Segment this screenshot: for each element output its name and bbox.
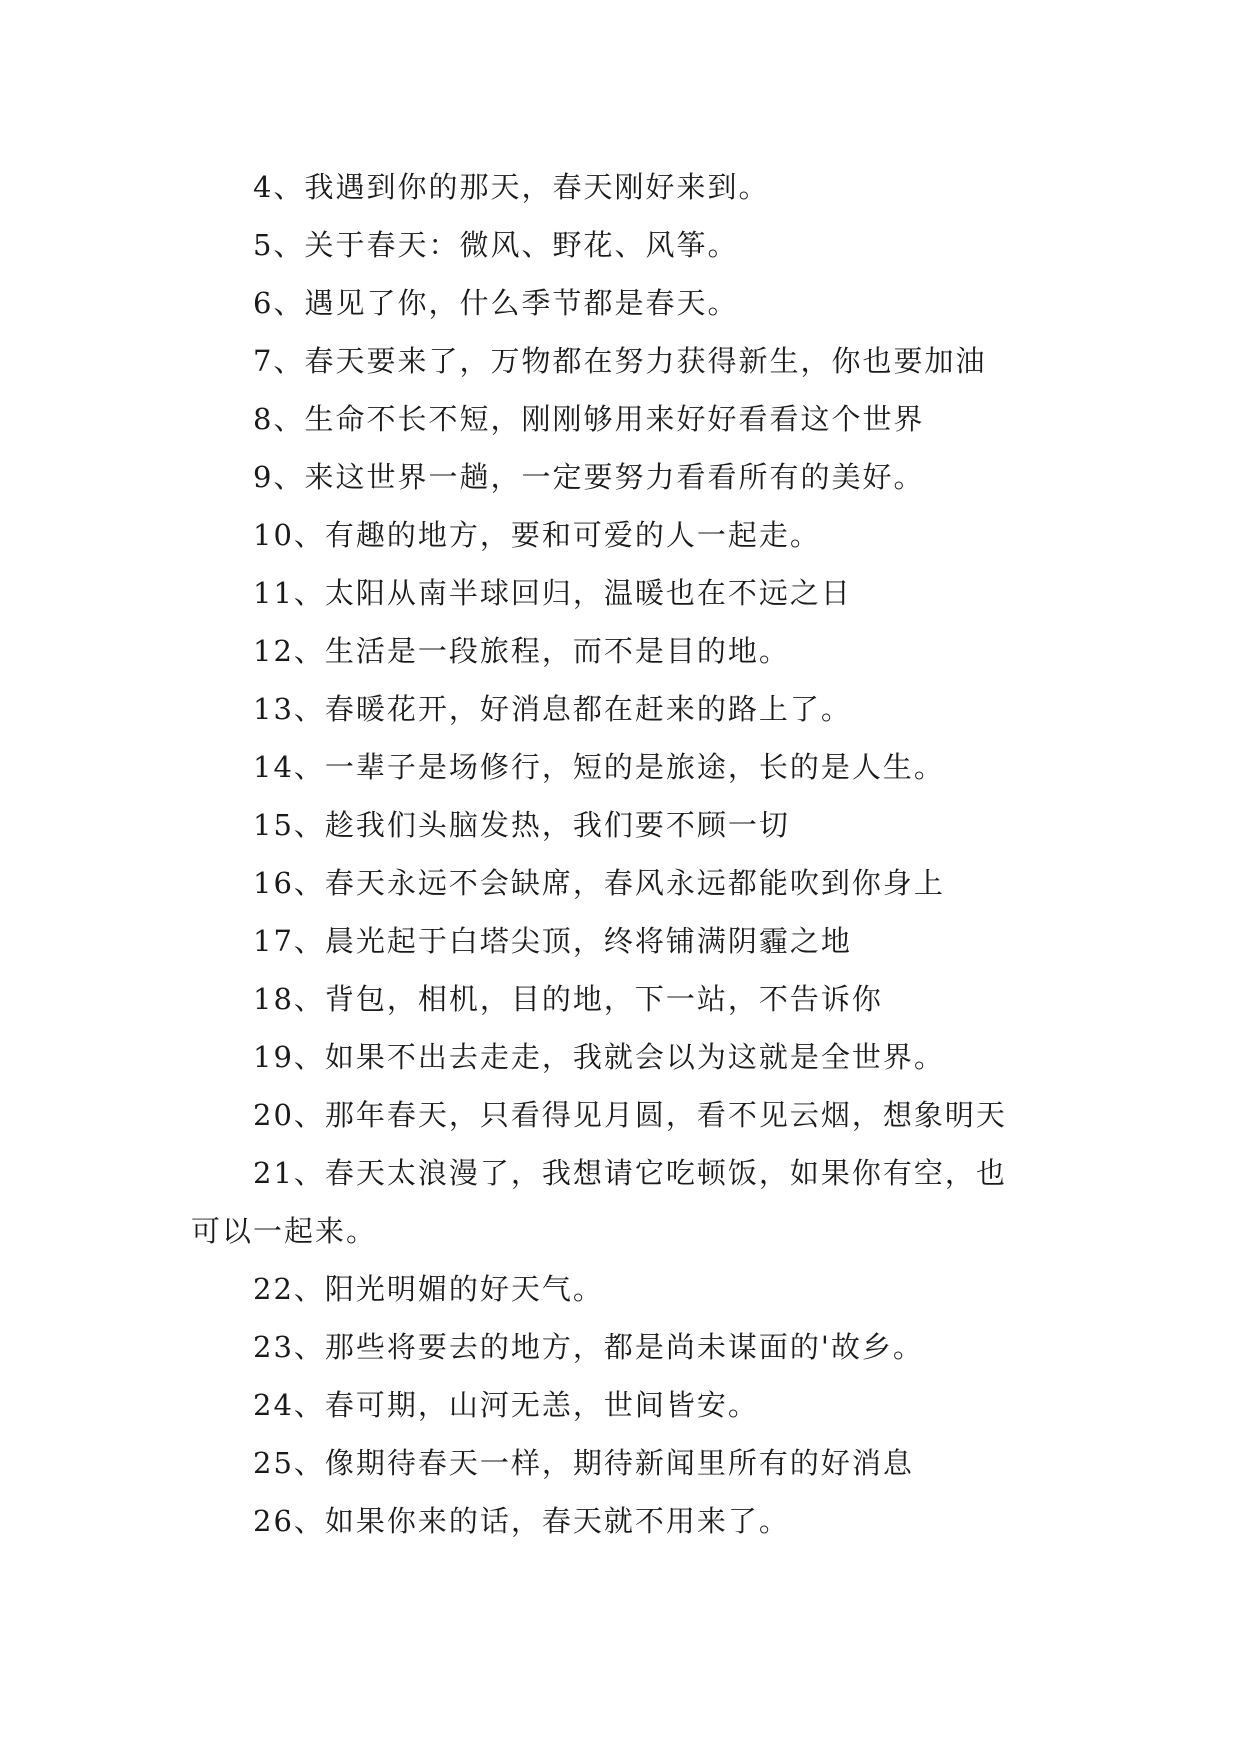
- text-line: 5、关于春天：微风、野花、风筝。: [253, 228, 739, 262]
- text-line: 17、晨光起于白塔尖顶，终将铺满阴霾之地: [253, 924, 852, 958]
- text-line: 12、生活是一段旅程，而不是目的地。: [253, 634, 790, 668]
- text-line: 9、来这世界一趟，一定要努力看看所有的美好。: [253, 460, 925, 494]
- text-line: 26、如果你来的话，春天就不用来了。: [253, 1504, 790, 1538]
- text-line: 25、像期待春天一样，期待新闻里所有的好消息: [253, 1446, 914, 1480]
- text-line: 21、春天太浪漫了，我想请它吃顿饭，如果你有空，也: [253, 1156, 1007, 1190]
- text-line: 18、背包，相机，目的地，下一站，不告诉你: [253, 982, 883, 1016]
- text-line: 15、趁我们头脑发热，我们要不顾一切: [253, 808, 790, 842]
- text-line: 11、太阳从南半球回归，温暖也在不远之日: [253, 576, 852, 610]
- text-line: 8、生命不长不短，刚刚够用来好好看看这个世界: [253, 402, 925, 436]
- text-line: 16、春天永远不会缺席，春风永远都能吹到你身上: [253, 866, 945, 900]
- text-line: 14、一辈子是场修行，短的是旅途，长的是人生。: [253, 750, 945, 784]
- text-line: 7、春天要来了，万物都在努力获得新生，你也要加油: [253, 344, 987, 378]
- document-body: [191, 158, 1061, 1550]
- text-line: 24、春可期，山河无恙，世间皆安。: [253, 1388, 759, 1422]
- text-line: 6、遇见了你，什么季节都是春天。: [253, 286, 739, 320]
- text-line: 4、我遇到你的那天，春天刚好来到。: [253, 170, 770, 204]
- text-line: 22、阳光明媚的好天气。: [253, 1272, 604, 1306]
- text-line: 23、那些将要去的地方，都是尚未谋面的'故乡。: [253, 1330, 924, 1364]
- text-line: 13、春暖花开，好消息都在赶来的路上了。: [253, 692, 852, 726]
- text-line: 20、那年春天，只看得见月圆，看不见云烟，想象明天: [253, 1098, 1007, 1132]
- text-line-continuation: 可以一起来。: [191, 1214, 378, 1248]
- text-line: 10、有趣的地方，要和可爱的人一起走。: [253, 518, 821, 552]
- text-line: 19、如果不出去走走，我就会以为这就是全世界。: [253, 1040, 945, 1074]
